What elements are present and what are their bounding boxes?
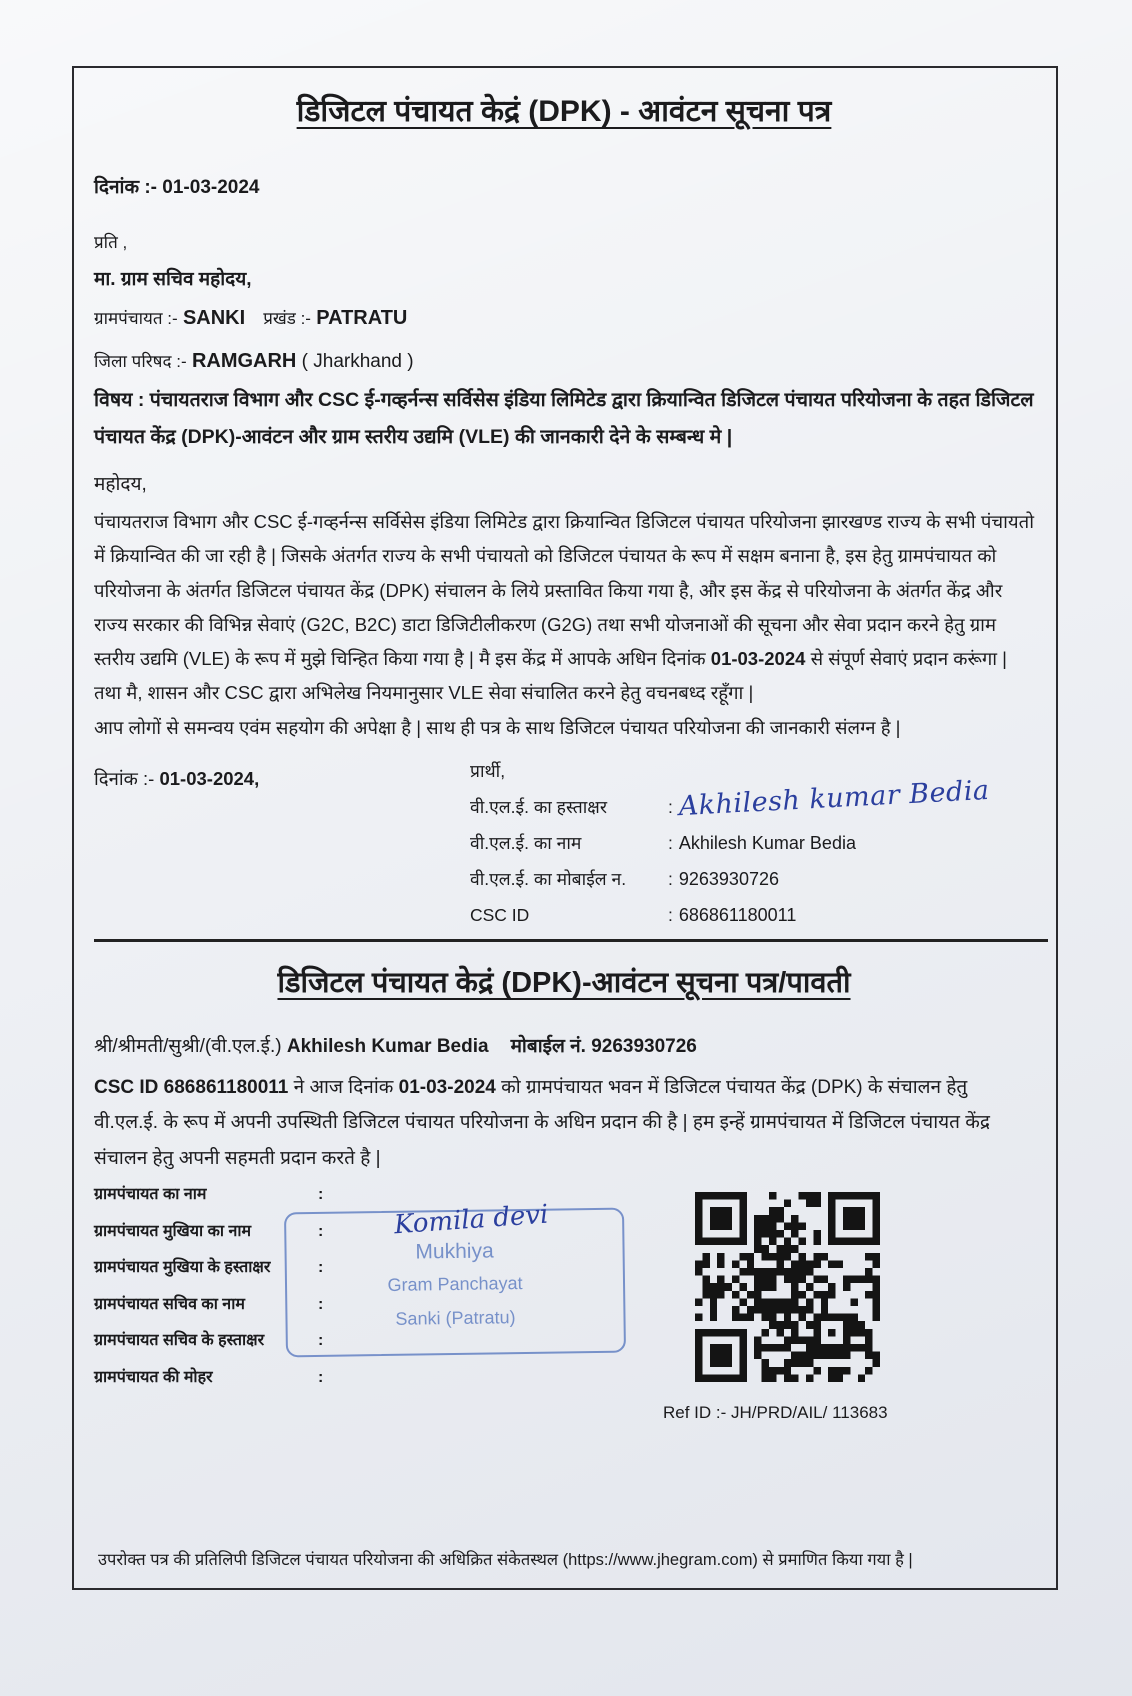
- receipt-mobile: मोबाईल नं. 9263930726: [510, 1035, 697, 1057]
- salutation: महोदय,: [94, 474, 147, 495]
- vle-signature-row: [470, 774, 1034, 825]
- stamp-line-location: Sanki (Patratu): [395, 1307, 516, 1330]
- receipt-title: [94, 963, 1034, 1003]
- applicant-date-label: दिनांक :-: [94, 767, 155, 789]
- district-value: RAMGARH: [191, 350, 297, 372]
- allotment-letter: [72, 66, 1058, 1590]
- closing-line: आप लोगों से समन्वय एवंम सहयोग की अपेक्षा है | साथ ही पत्र के साथ डिजिटल पंचायत परियोजना की जानकारी संलग्न है |: [94, 716, 901, 738]
- vle-mobile-value: 9263930726: [678, 868, 779, 889]
- field-separator: :: [318, 1295, 324, 1313]
- field-label: ग्रामपंचायत सचिव का नाम: [94, 1295, 245, 1313]
- receipt-title-text: डिजिटल पंचायत केद्रं (DPK)-आवंटन सूचना पत्र/पावती: [277, 966, 851, 999]
- qr-code: [695, 1192, 880, 1382]
- letter-date: [94, 174, 1034, 202]
- letter-title-text: डिजिटल पंचायत केद्रं (DPK) - आवंटन सूचना पत्र: [296, 95, 832, 128]
- field-row: [94, 1360, 1034, 1397]
- vle-mobile-row: [470, 861, 1034, 897]
- field-separator: :: [318, 1332, 324, 1350]
- field-label: ग्रामपंचायत का नाम: [94, 1186, 207, 1204]
- footer-note: उपरोक्त पत्र की प्रतिलिपी डिजिटल पंचायत परियोजना की अधिक्रित संकेतस्थल (https://www.jhegram.com) से प्रमाणित किया गया है |: [98, 1551, 913, 1569]
- addressee: मा. ग्राम सचिव महोदय,: [94, 269, 252, 290]
- panchayat-line: [94, 304, 1034, 333]
- field-separator: :: [318, 1222, 324, 1240]
- applicant-label: प्रार्थी,: [470, 760, 506, 781]
- applicant-details: [470, 753, 1034, 933]
- state-value: ( Jharkhand ): [301, 351, 414, 372]
- district-line: [94, 347, 1034, 376]
- applicant-date: [94, 753, 470, 933]
- body-text-1: पंचायतराज विभाग और CSC ई-गव्हर्नन्स सर्विसेस इंडिया लिमिटेड द्वारा क्रियान्वित डिजिटल पंचायत परियोजना झारखण्ड राज्य के सभी पंचायतो में क्रियान्वित की जा रही है | जिसके अंतर्गत राज्य के सभी पंचायतो को डिजिटल पंचायत के रूप में सक्षम बनाना है, इस हेतु ग्रामपंचायत को परियोजना के अंतर्गत डिजिटल पंचायत केंद्र (DPK) संचालन के लिये प्रस्तावित किया गया है, और इस केंद्र से परियोजना के अंतर्गत केंद्र और राज्य सरकार की विभिन्न सेवाएं (G2C, B2C) डाटा डिजिटीलीकरण (G2G) तथा सभी योजनाओं की सूचना और सेवा प्रदान करने हेतु ग्राम स्तरीय उद्यमि (VLE) के रूप में मुझे चिन्हित किया गया है | मै इस केंद्र में आपके अधिन दिनांक: [94, 511, 1034, 670]
- vle-name-row: [470, 825, 1034, 861]
- stamp-line-mukhiya: Mukhiya: [415, 1239, 494, 1264]
- date-value: 01-03-2024: [162, 177, 260, 198]
- separator: :: [668, 904, 673, 925]
- mukhiya-signature: Komila devi: [393, 1199, 550, 1241]
- applicant-date-value: 01-03-2024,: [159, 767, 260, 789]
- qr-modules: [695, 1192, 880, 1382]
- vle-name-label: वी.एल.ई. का नाम: [470, 832, 582, 853]
- csc-id-row: [470, 897, 1034, 933]
- field-separator: :: [318, 1368, 324, 1386]
- ref-id: Ref ID :- JH/PRD/AIL/ 113683: [663, 1403, 888, 1423]
- subject: विषय : पंचायतराज विभाग और CSC ई-गव्हर्नन्स सर्विसेस इंडिया लिमिटेड द्वारा क्रियान्वित डिजिटल पंचायत परियोजना के तहत डिजिटल पंचायत केंद्र (DPK)-आवंटन और ग्राम स्तरीय उद्यमि (VLE) की जानकारी देने के सम्बन्ध मे |: [94, 389, 1034, 448]
- date-label: दिनांक :-: [94, 177, 158, 198]
- vle-mobile-label: वी.एल.ई. का मोबाईल न.: [470, 868, 627, 889]
- district-label: जिला परिषद :-: [94, 352, 187, 371]
- receipt-vle-name: Akhilesh Kumar Bedia: [286, 1035, 489, 1057]
- salutation-prefix: श्री/श्रीमती/सुश्री/(वी.एल.ई.): [94, 1035, 282, 1057]
- section-divider: [94, 939, 1048, 942]
- receipt-csc-id: CSC ID 686861180011: [94, 1076, 289, 1098]
- field-label: ग्रामपंचायत मुखिया के हस्ताक्षर: [94, 1259, 271, 1277]
- separator: :: [668, 796, 673, 817]
- csc-id-value: 686861180011: [678, 904, 797, 925]
- field-label: ग्रामपंचायत की मोहर: [94, 1368, 213, 1386]
- block-label: प्रखंड :-: [263, 309, 311, 328]
- field-separator: :: [318, 1186, 324, 1204]
- separator: :: [668, 868, 673, 889]
- field-label: ग्रामपंचायत मुखिया का नाम: [94, 1222, 252, 1240]
- receipt-body: [94, 1070, 1034, 1177]
- letter-body: [94, 505, 1034, 711]
- field-separator: :: [318, 1259, 324, 1277]
- receipt-date: 01-03-2024: [398, 1076, 496, 1098]
- vle-signature-label: वी.एल.ई. का हस्ताक्षर: [470, 796, 607, 817]
- gram-panchayat-label: ग्रामपंचायत :-: [94, 309, 178, 328]
- vle-name-value: Akhilesh Kumar Bedia: [678, 832, 856, 853]
- to-line: प्रति ,: [94, 233, 128, 252]
- block-value: PATRATU: [316, 307, 408, 329]
- separator: :: [668, 832, 673, 853]
- receipt-text-1: ने आज दिनांक: [293, 1076, 394, 1098]
- panchayat-fields: [94, 1177, 1034, 1427]
- gram-panchayat-value: SANKI: [182, 307, 246, 329]
- receipt-vle-line: [94, 1032, 1034, 1062]
- receipt-text-2: को ग्रामपंचायत भवन में डिजिटल पंचायत केंद्र (DPK) के संचालन हेतु वी.एल.ई. के रूप में अपनी उपस्थिती डिजिटल पंचायत परियोजना के अधिन प्रदान की है | हम इन्हें ग्रामपंचायत में डिजिटल पंचायत केंद्र संचालन हेतु अपनी सहमती प्रदान करते है |: [94, 1076, 990, 1169]
- vle-signature: Akhilesh kumar Bedia: [677, 774, 991, 822]
- csc-id-label: CSC ID: [470, 904, 530, 925]
- applicant-section: [94, 753, 1034, 933]
- letter-title: [94, 92, 1034, 132]
- body-text-2: से संपूर्ण सेवाएं प्रदान करूंगा | तथा मै, शासन और CSC द्वारा अभिलेख नियमानुसार VLE सेवा संचालित करने हेतु वचनबध्द रहूँगा |: [94, 648, 1007, 704]
- stamp-line-gram-panchayat: Gram Panchayat: [387, 1273, 523, 1296]
- field-label: ग्रामपंचायत सचिव के हस्ताक्षर: [94, 1332, 265, 1350]
- body-date: 01-03-2024: [710, 648, 806, 670]
